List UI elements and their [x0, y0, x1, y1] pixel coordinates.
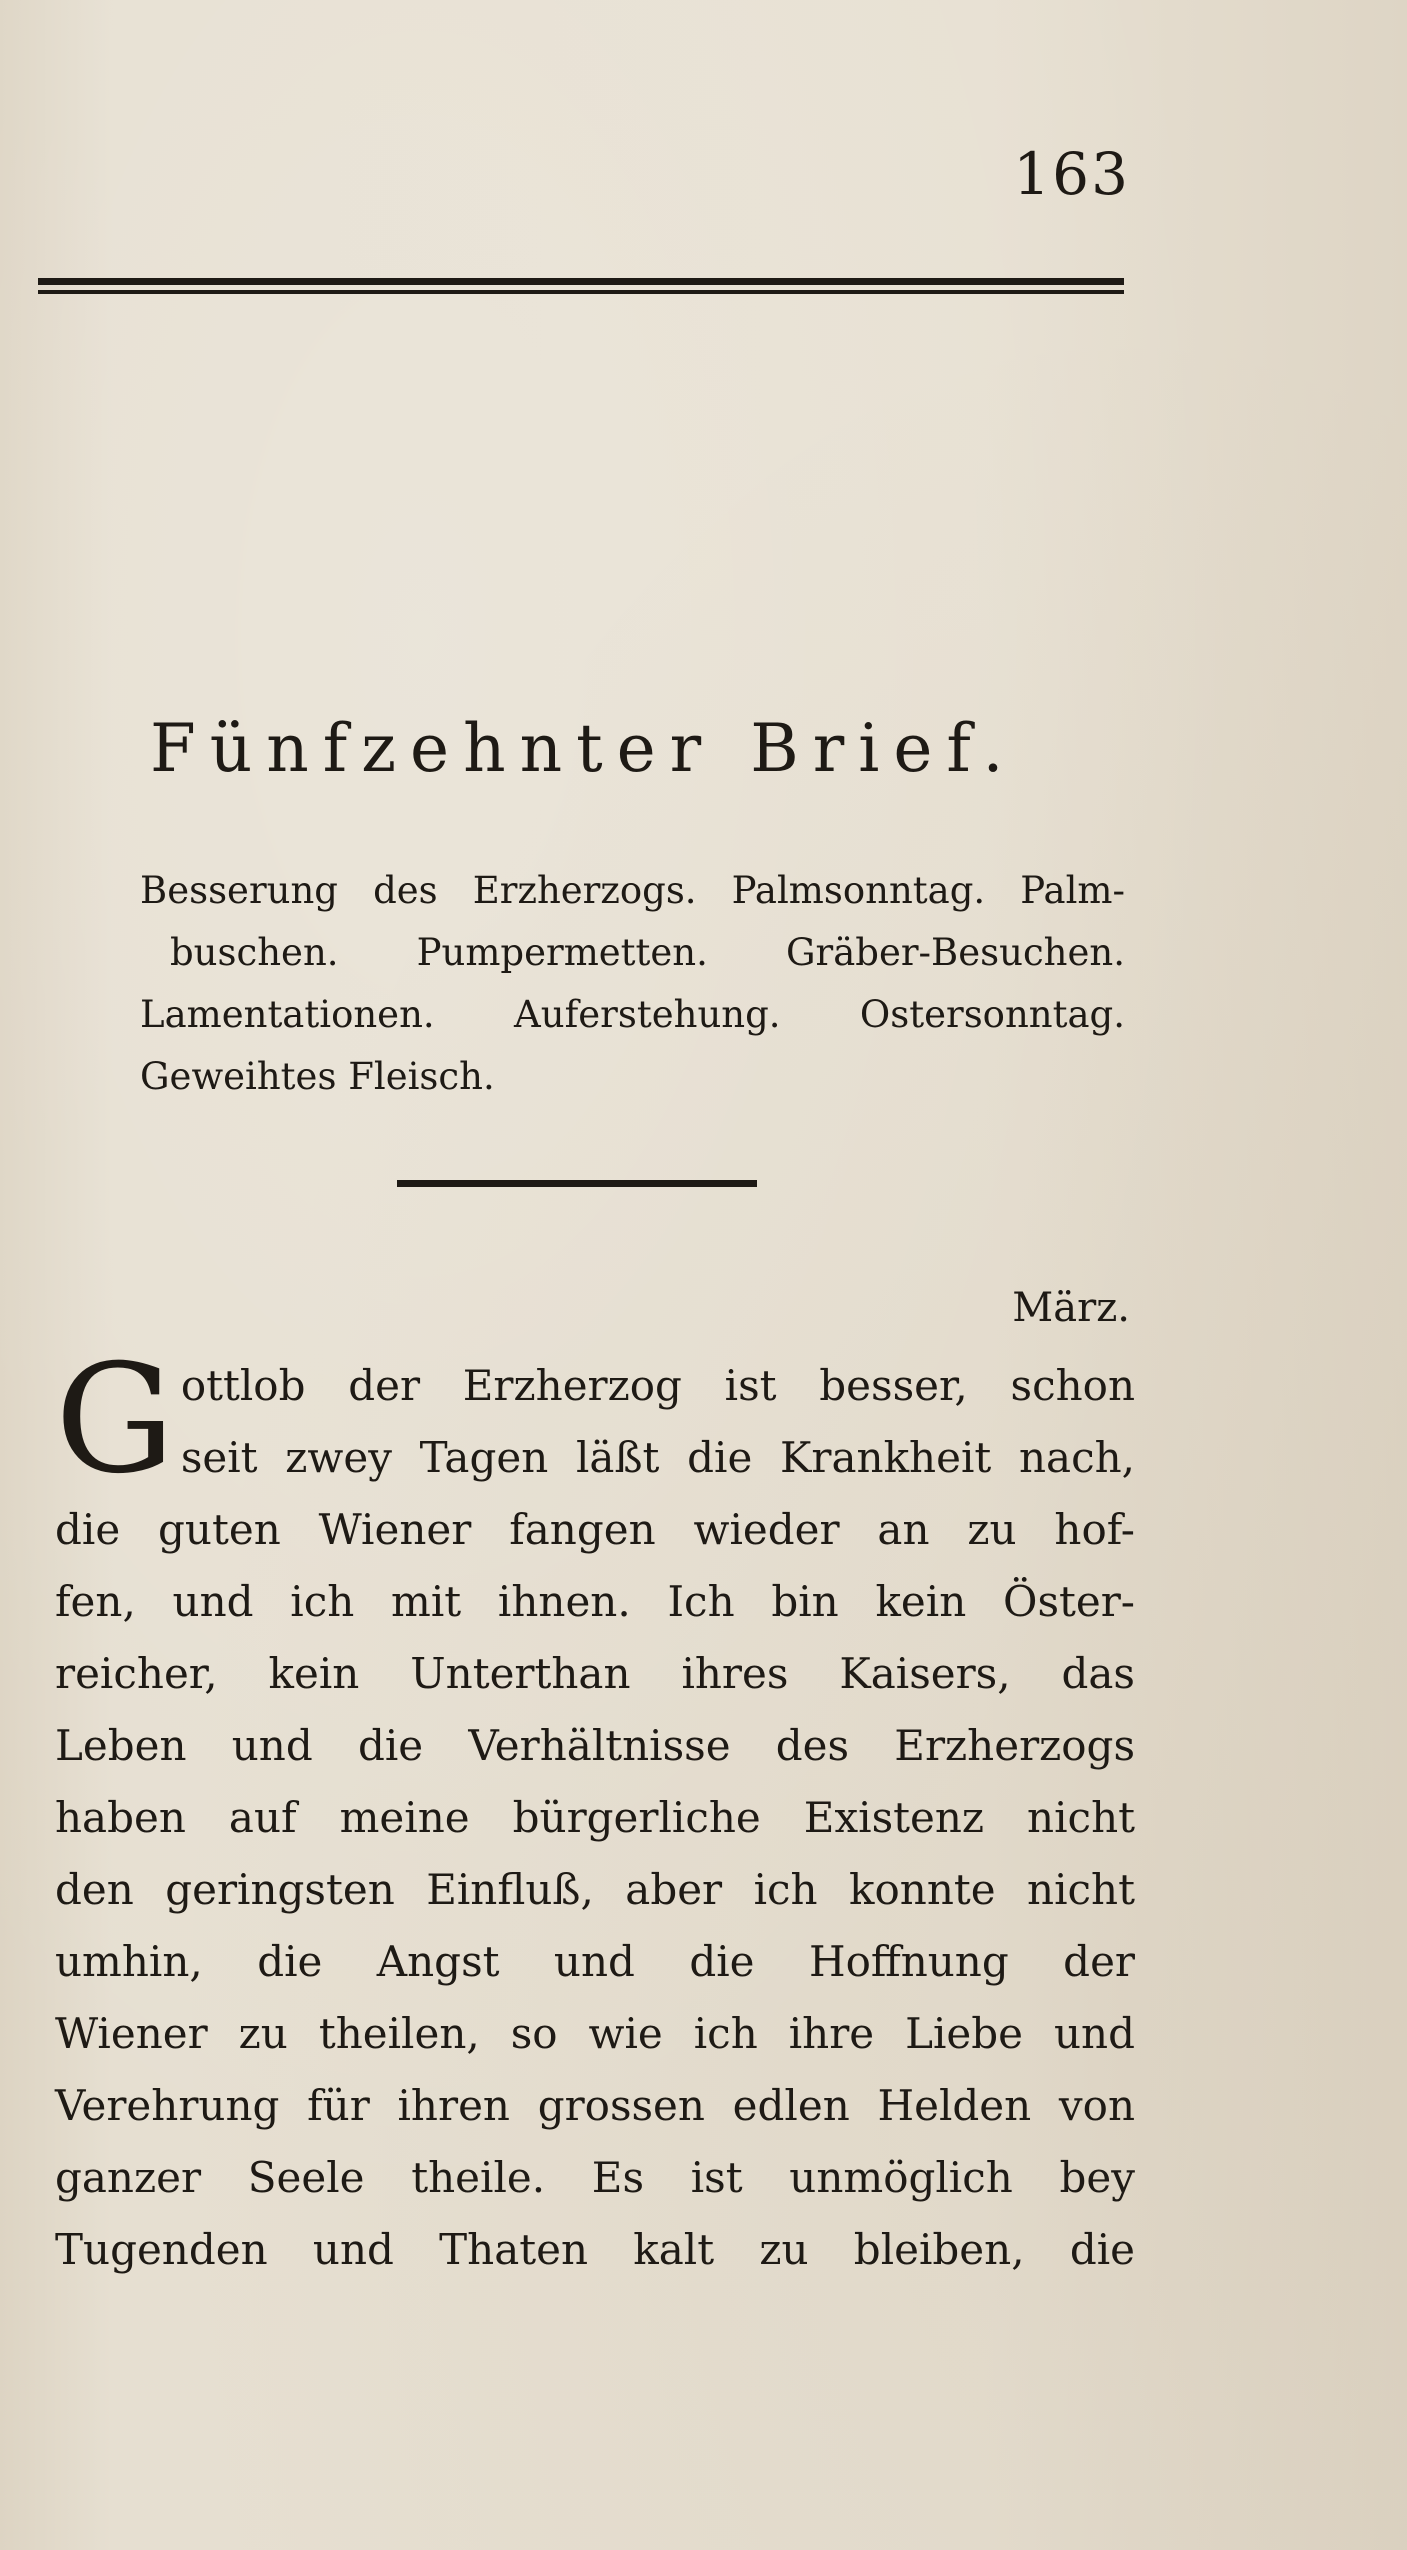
summary-line: Lamentationen. Auferstehung. Ostersonntag. [140, 993, 1125, 1036]
header-rule-thin [38, 290, 1124, 294]
chapter-title: Fünfzehnter Brief. [150, 710, 1018, 787]
body-line: ottlob der Erzherzog ist besser, schon [180, 1361, 1135, 1410]
chapter-summary [140, 860, 1125, 1108]
body-line: den geringsten Einfluß, aber ich konnte nicht [55, 1865, 1135, 1914]
body-line: Tugenden und Thaten kalt zu bleiben, die [55, 2225, 1135, 2274]
body-line: Verehrung für ihren grossen edlen Helden von [55, 2081, 1135, 2130]
body-line: fen, und ich mit ihnen. Ich bin kein Öster- [55, 1577, 1135, 1626]
summary-line: Besserung des Erzherzogs. Palmsonntag. Palm- [140, 869, 1125, 912]
section-divider-rule [397, 1180, 757, 1187]
header-double-rule [38, 278, 1124, 298]
body-line: ganzer Seele theile. Es ist unmöglich bey [55, 2153, 1135, 2202]
body-line: Wiener zu theilen, so wie ich ihre Liebe und [55, 2009, 1135, 2058]
header-rule-thick [38, 278, 1124, 285]
page-number: 163 [1013, 140, 1130, 208]
summary-line: Geweihtes Fleisch. [140, 1055, 495, 1098]
body-line: seit zwey Tagen läßt die Krankheit nach, [180, 1433, 1135, 1482]
summary-line: buschen. Pumpermetten. Gräber-Besuchen. [170, 931, 1125, 974]
letter-body [55, 1350, 1135, 2286]
letter-date: März. [1012, 1285, 1130, 1331]
body-line: umhin, die Angst und die Hoffnung der [55, 1937, 1135, 1986]
drop-cap-letter: G [55, 1350, 175, 1494]
body-line: die guten Wiener fangen wieder an zu hof- [55, 1505, 1135, 1554]
body-line: Leben und die Verhältnisse des Erzherzogs [55, 1721, 1135, 1770]
body-line: haben auf meine bürgerliche Existenz nicht [55, 1793, 1135, 1842]
opening-paragraph-start [55, 1350, 1135, 1494]
body-line: reicher, kein Unterthan ihres Kaisers, das [55, 1649, 1135, 1698]
